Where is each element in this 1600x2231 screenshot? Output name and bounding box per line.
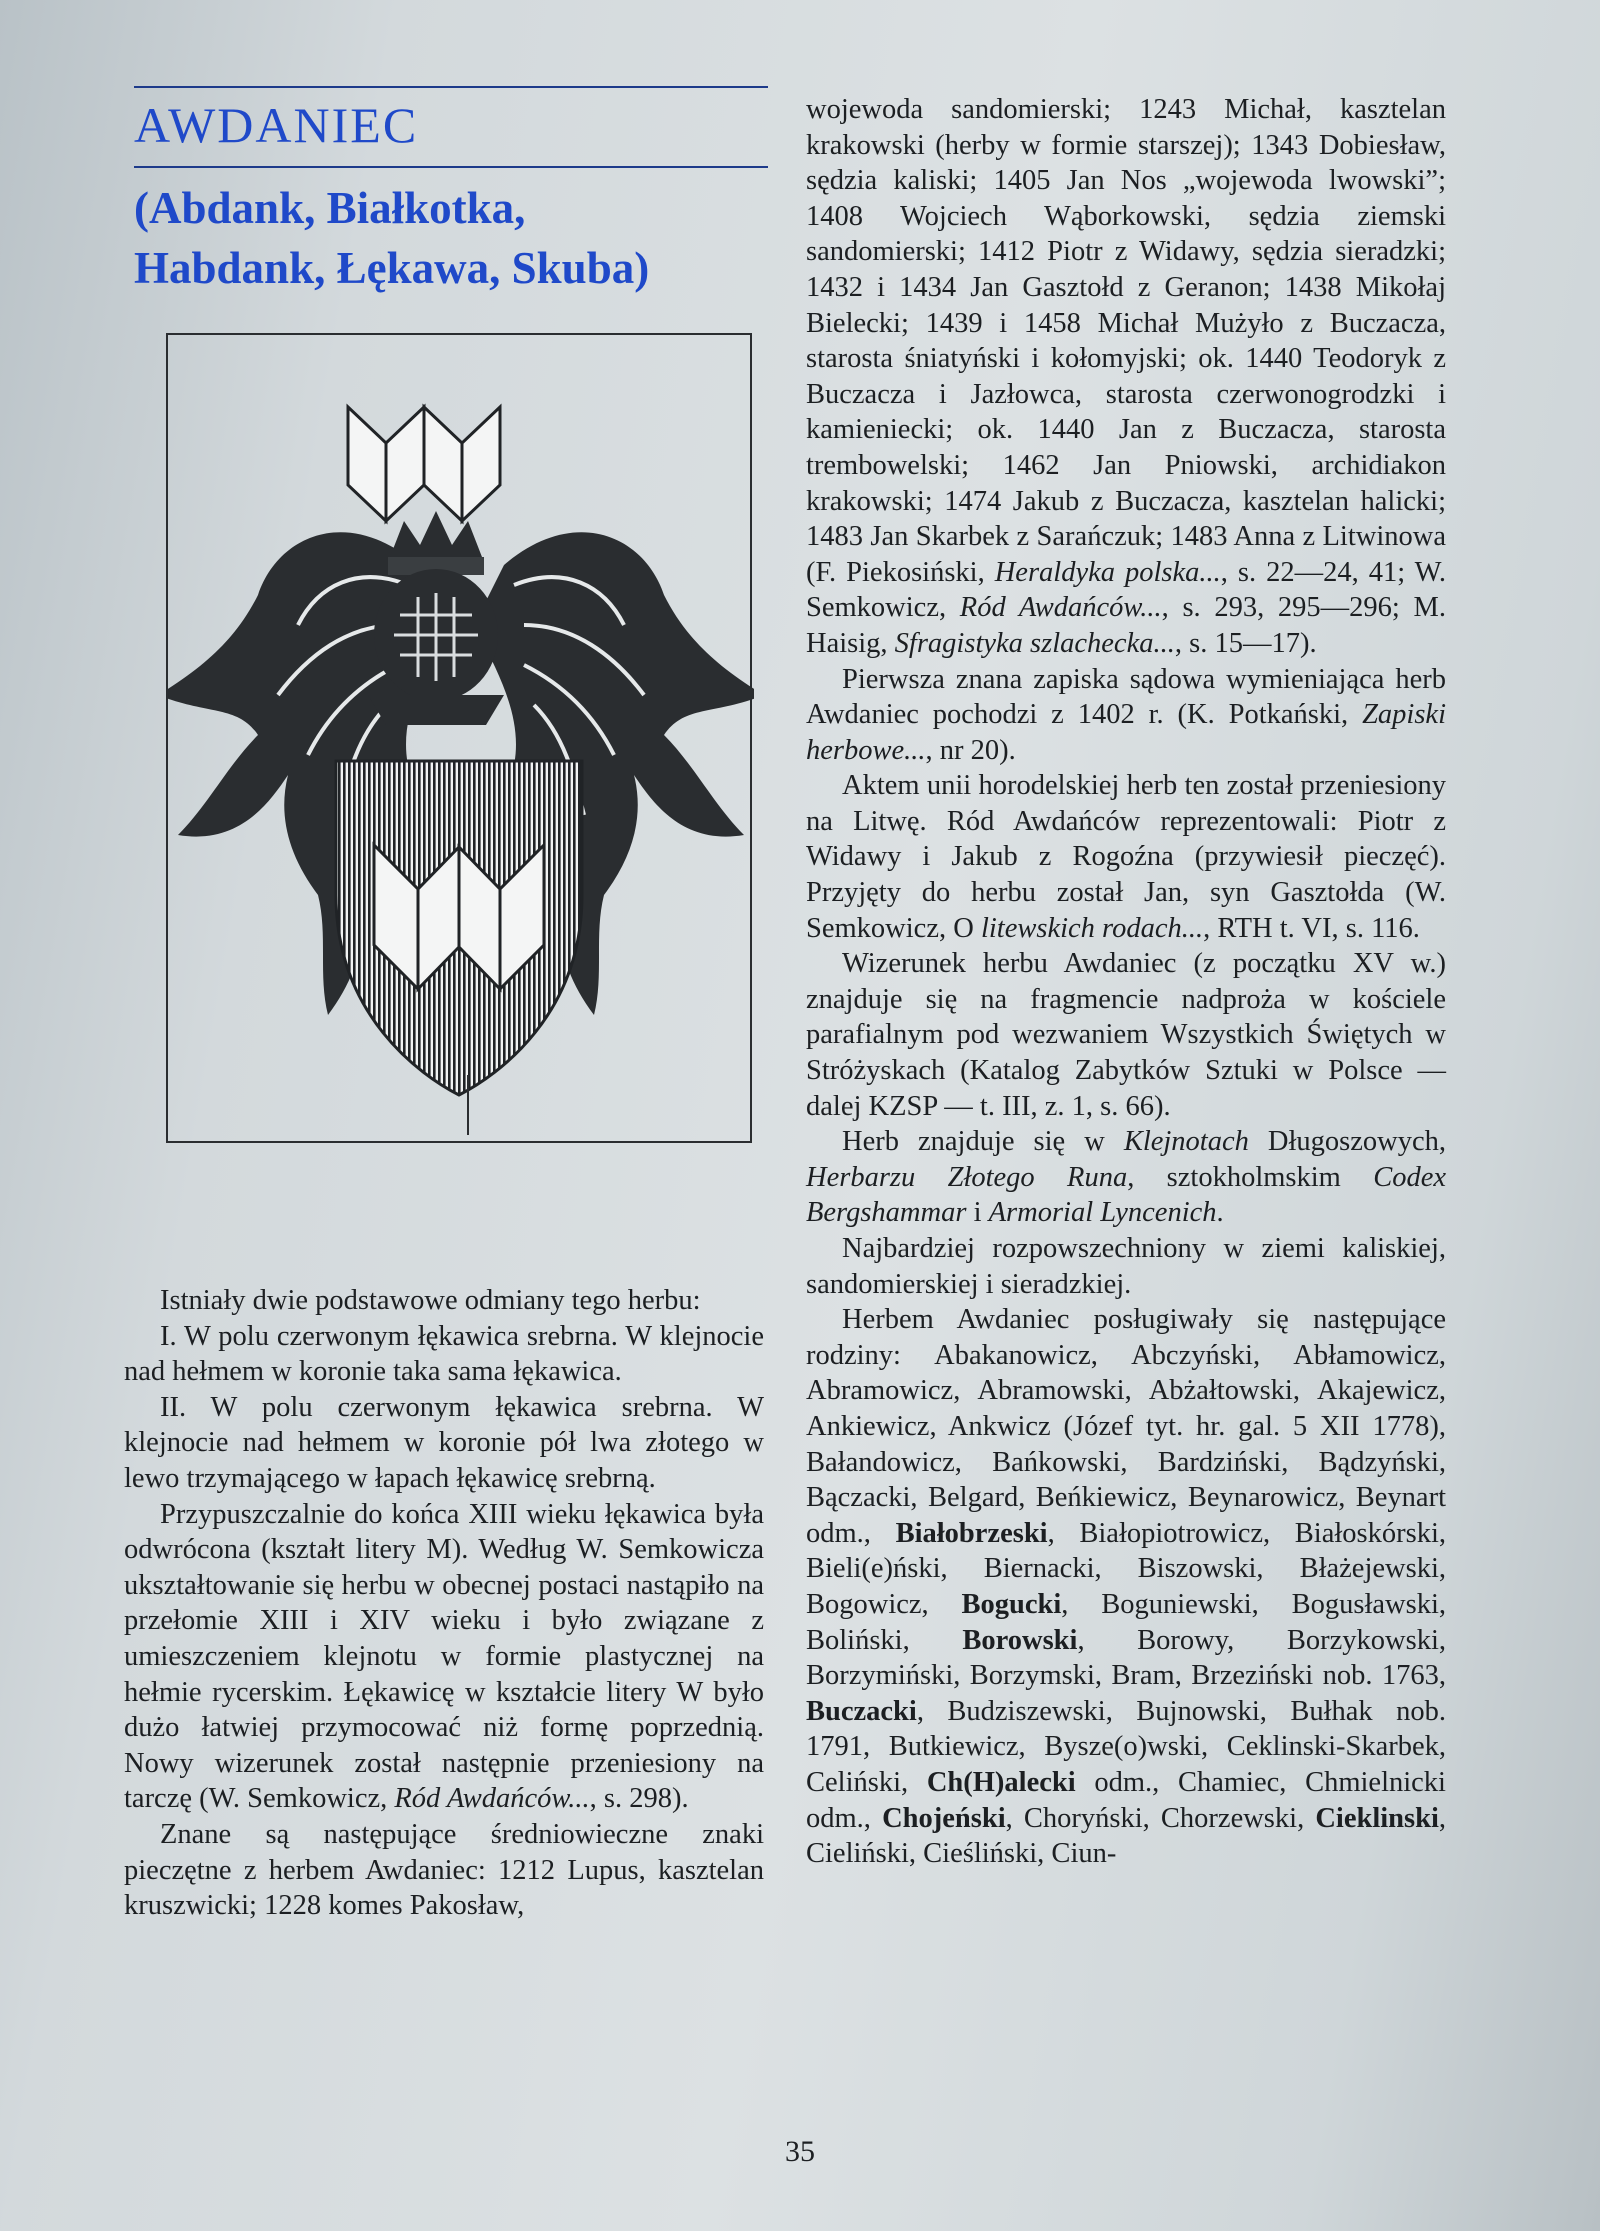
text-run: , s. 298). — [589, 1783, 689, 1815]
paragraph: I. W polu czerwonym łękawica srebrna. W klejnocie nad hełmem w koronie taka sama łękawica. — [124, 1320, 764, 1388]
italic-citation: litewskich rodach... — [980, 912, 1204, 944]
text-run: , RTH t. VI, s. 116. — [1203, 912, 1420, 944]
paragraph: Wizerunek herbu Awdaniec (z początku XV w.) znajduje się na fragmencie nadproża w kościele parafialnym pod wezwaniem Wszystkich Świętych w Stróżyskach (Katalog Zabytków Sztuki w Polsce — dalej KZSP — t. III, z. 1, s. 66). — [806, 948, 1446, 1122]
italic-citation: Heraldyka polska... — [994, 556, 1221, 588]
title-rule-top — [134, 86, 768, 88]
title-rule-bottom — [134, 166, 768, 168]
text-run: , Boguniewski, Bogusławski, Boliński, — [806, 1588, 1446, 1656]
text-run: , s. 15—17). — [1174, 627, 1317, 659]
paragraph — [124, 1497, 764, 1817]
bold-family-name: Borowski — [962, 1624, 1078, 1656]
text-run: , sztokholmskim — [1127, 1161, 1374, 1193]
coat-of-arms-icon — [168, 335, 754, 1145]
text-run: i — [966, 1197, 989, 1229]
italic-citation: Klejnotach — [1123, 1126, 1249, 1158]
subtitle-line-1: (Abdank, Białkotka, — [134, 183, 526, 233]
paragraph: II. W polu czerwonym łękawica srebrna. W klejnocie nad hełmem w koronie pół lwa złotego w lewo trzymającego w łapach łękawicę srebrną. — [124, 1391, 764, 1494]
left-text-column — [124, 1283, 764, 1924]
text-run: Aktem unii horodelskiej herb ten został przeniesiony na Litwę. Ród Awdańców reprezentowali: Piotr z Widawy i Jakub z Rogoźna (przywiesił pieczęć). Przyjęty do herbu został Jan, syn Gasztołda (W. Semkowicz, O — [806, 770, 1446, 944]
italic-citation: Ród Awdańców... — [394, 1783, 590, 1815]
bold-family-name: Buczacki — [806, 1695, 917, 1727]
italic-citation: Armorial Lyncenich — [988, 1197, 1217, 1229]
paragraph — [806, 768, 1446, 946]
italic-citation: Ród Awdańców... — [959, 592, 1162, 624]
text-run: wojewoda sandomierski; 1243 Michał, kasztelan krakowski (herby w formie starszej); 1343 Dobiesław, sędzia kaliski; 1405 Jan Nos „wojewoda lwowski”; 1408 Wojciech Wąborkowski, sędzia ziemski sandomierski; 1412 Piotr z Widawy, sędzia sieradzki; 1432 i 1434 Jan Gasztołd z Geranon; 1438 Mikołaj Bielecki; 1439 i 1458 Michał Mużyło z Buczacza, starosta śniatyński i kołomyjski; ok. 1440 Teodoryk z Buczacza i Jazłowca, starosta czerwonogrodzki i kamieniecki; ok. 1440 Jan z Buczacza, starosta trembowelski; 1462 Jan Pniowski, archidiakon krakowski; 1474 Jakub z Buczacza, kasztelan halicki; 1483 Jan Skarbek z Sarańczuk; 1483 Anna z Litwinowa (F. Piekosiński, — [806, 94, 1446, 588]
italic-citation: Zapiski herbowe... — [806, 699, 1446, 766]
bold-family-name: Cieklinski — [1315, 1802, 1439, 1834]
text-run: , nr 20). — [925, 734, 1016, 766]
page-subtitle — [134, 178, 774, 298]
bold-family-name: Ch(H)alecki — [926, 1766, 1076, 1798]
right-text-column — [806, 92, 1446, 1872]
italic-citation: Codex Bergshammar — [806, 1161, 1446, 1229]
text-run: Przypuszczalnie do końca XIII wieku łękawica była odwrócona (kształt litery M). Według W. Semkowicza ukształtowanie się herbu w obecnej postaci nastąpiło na przełomie XIII i XIV wieku i było związane z umieszczeniem klejnotu w formie plastycznej na hełmie rycerskim. Łękawicę w kształcie litery W było dużo łatwiej przymocować niż formę poprzednią. Nowy wizerunek został następnie przeniesiony na tarczę (W. Semkowicz, — [124, 1498, 764, 1815]
text-run: Długoszowych, — [1248, 1126, 1447, 1158]
text-run: Pierwsza znana zapiska sądowa wymieniająca herb Awdaniec pochodzi z 1402 r. (K. Potkański, — [806, 663, 1446, 731]
paragraph — [806, 662, 1446, 769]
text-run: , Cieliński, Cieśliński, Ciun- — [806, 1802, 1447, 1870]
italic-citation: Herbarzu Złotego Runa — [806, 1161, 1128, 1193]
paragraph — [806, 1302, 1446, 1872]
bold-family-name: Bogucki — [961, 1588, 1062, 1620]
text-run: Herbem Awdaniec posługiwały się następujące rodziny: Abakanowicz, Abczyński, Abłamowicz, Abramowicz, Abramowski, Abżałtowski, Akajewicz, Ankiewicz, Ankwicz (Józef tyt. hr. gal. 5 XII 1778), Bałandowicz, Bańkowski, Bardziński, Bądzyński, Bączacki, Belgard, Beńkiewicz, Beynarowicz, Beynart odm., — [806, 1304, 1446, 1549]
text-run: Herb znajduje się w — [842, 1126, 1124, 1158]
paragraph: Najbardziej rozpowszechniony w ziemi kaliskiej, sandomierskiej i sieradzkiej. — [806, 1233, 1446, 1300]
text-run: odm., Chamiec, Chmielnicki odm., — [806, 1766, 1446, 1834]
subtitle-line-2: Habdank, Łękawa, Skuba) — [134, 243, 650, 293]
text-run: , Budziszewski, Bujnowski, Bułhak nob. 1791, Butkiewicz, Bysze(o)wski, Ceklinski-Skarbek, Celiński, — [806, 1695, 1446, 1798]
text-run: , s. 293, 295—296; M. Haisig, — [806, 592, 1446, 659]
paragraph — [806, 92, 1446, 662]
paragraph: Istniały dwie podstawowe odmiany tego herbu: — [160, 1285, 701, 1316]
bold-family-name: Chojeński — [882, 1802, 1006, 1834]
page-title: AWDANIEC — [134, 97, 419, 153]
bold-family-name: Białobrzeski — [895, 1517, 1048, 1549]
text-run: . — [1216, 1197, 1224, 1229]
text-run: , Choryński, Chorzewski, — [1005, 1802, 1316, 1834]
italic-citation: Sfragistyka szlachecka... — [894, 627, 1175, 659]
text-run: , Borowy, Borzykowski, Borzymiński, Borzymski, Bram, Brzeziński nob. 1763, — [806, 1624, 1446, 1692]
text-run: , s. 22—24, 41; W. Semkowicz, — [806, 556, 1446, 624]
text-run: , Białopiotrowicz, Białoskórski, Bieli(e)ński, Biernacki, Biszowski, Błażejewski, Bogowicz, — [806, 1517, 1446, 1620]
paragraph — [806, 1124, 1446, 1231]
paragraph: Znane są następujące średniowieczne znaki pieczętne z herbem Awdaniec: 1212 Lupus, kasztelan kruszwicki; 1228 komes Pakosław, — [124, 1818, 764, 1922]
page-number: 35 — [785, 2135, 815, 2168]
coat-of-arms-illustration — [166, 333, 752, 1143]
